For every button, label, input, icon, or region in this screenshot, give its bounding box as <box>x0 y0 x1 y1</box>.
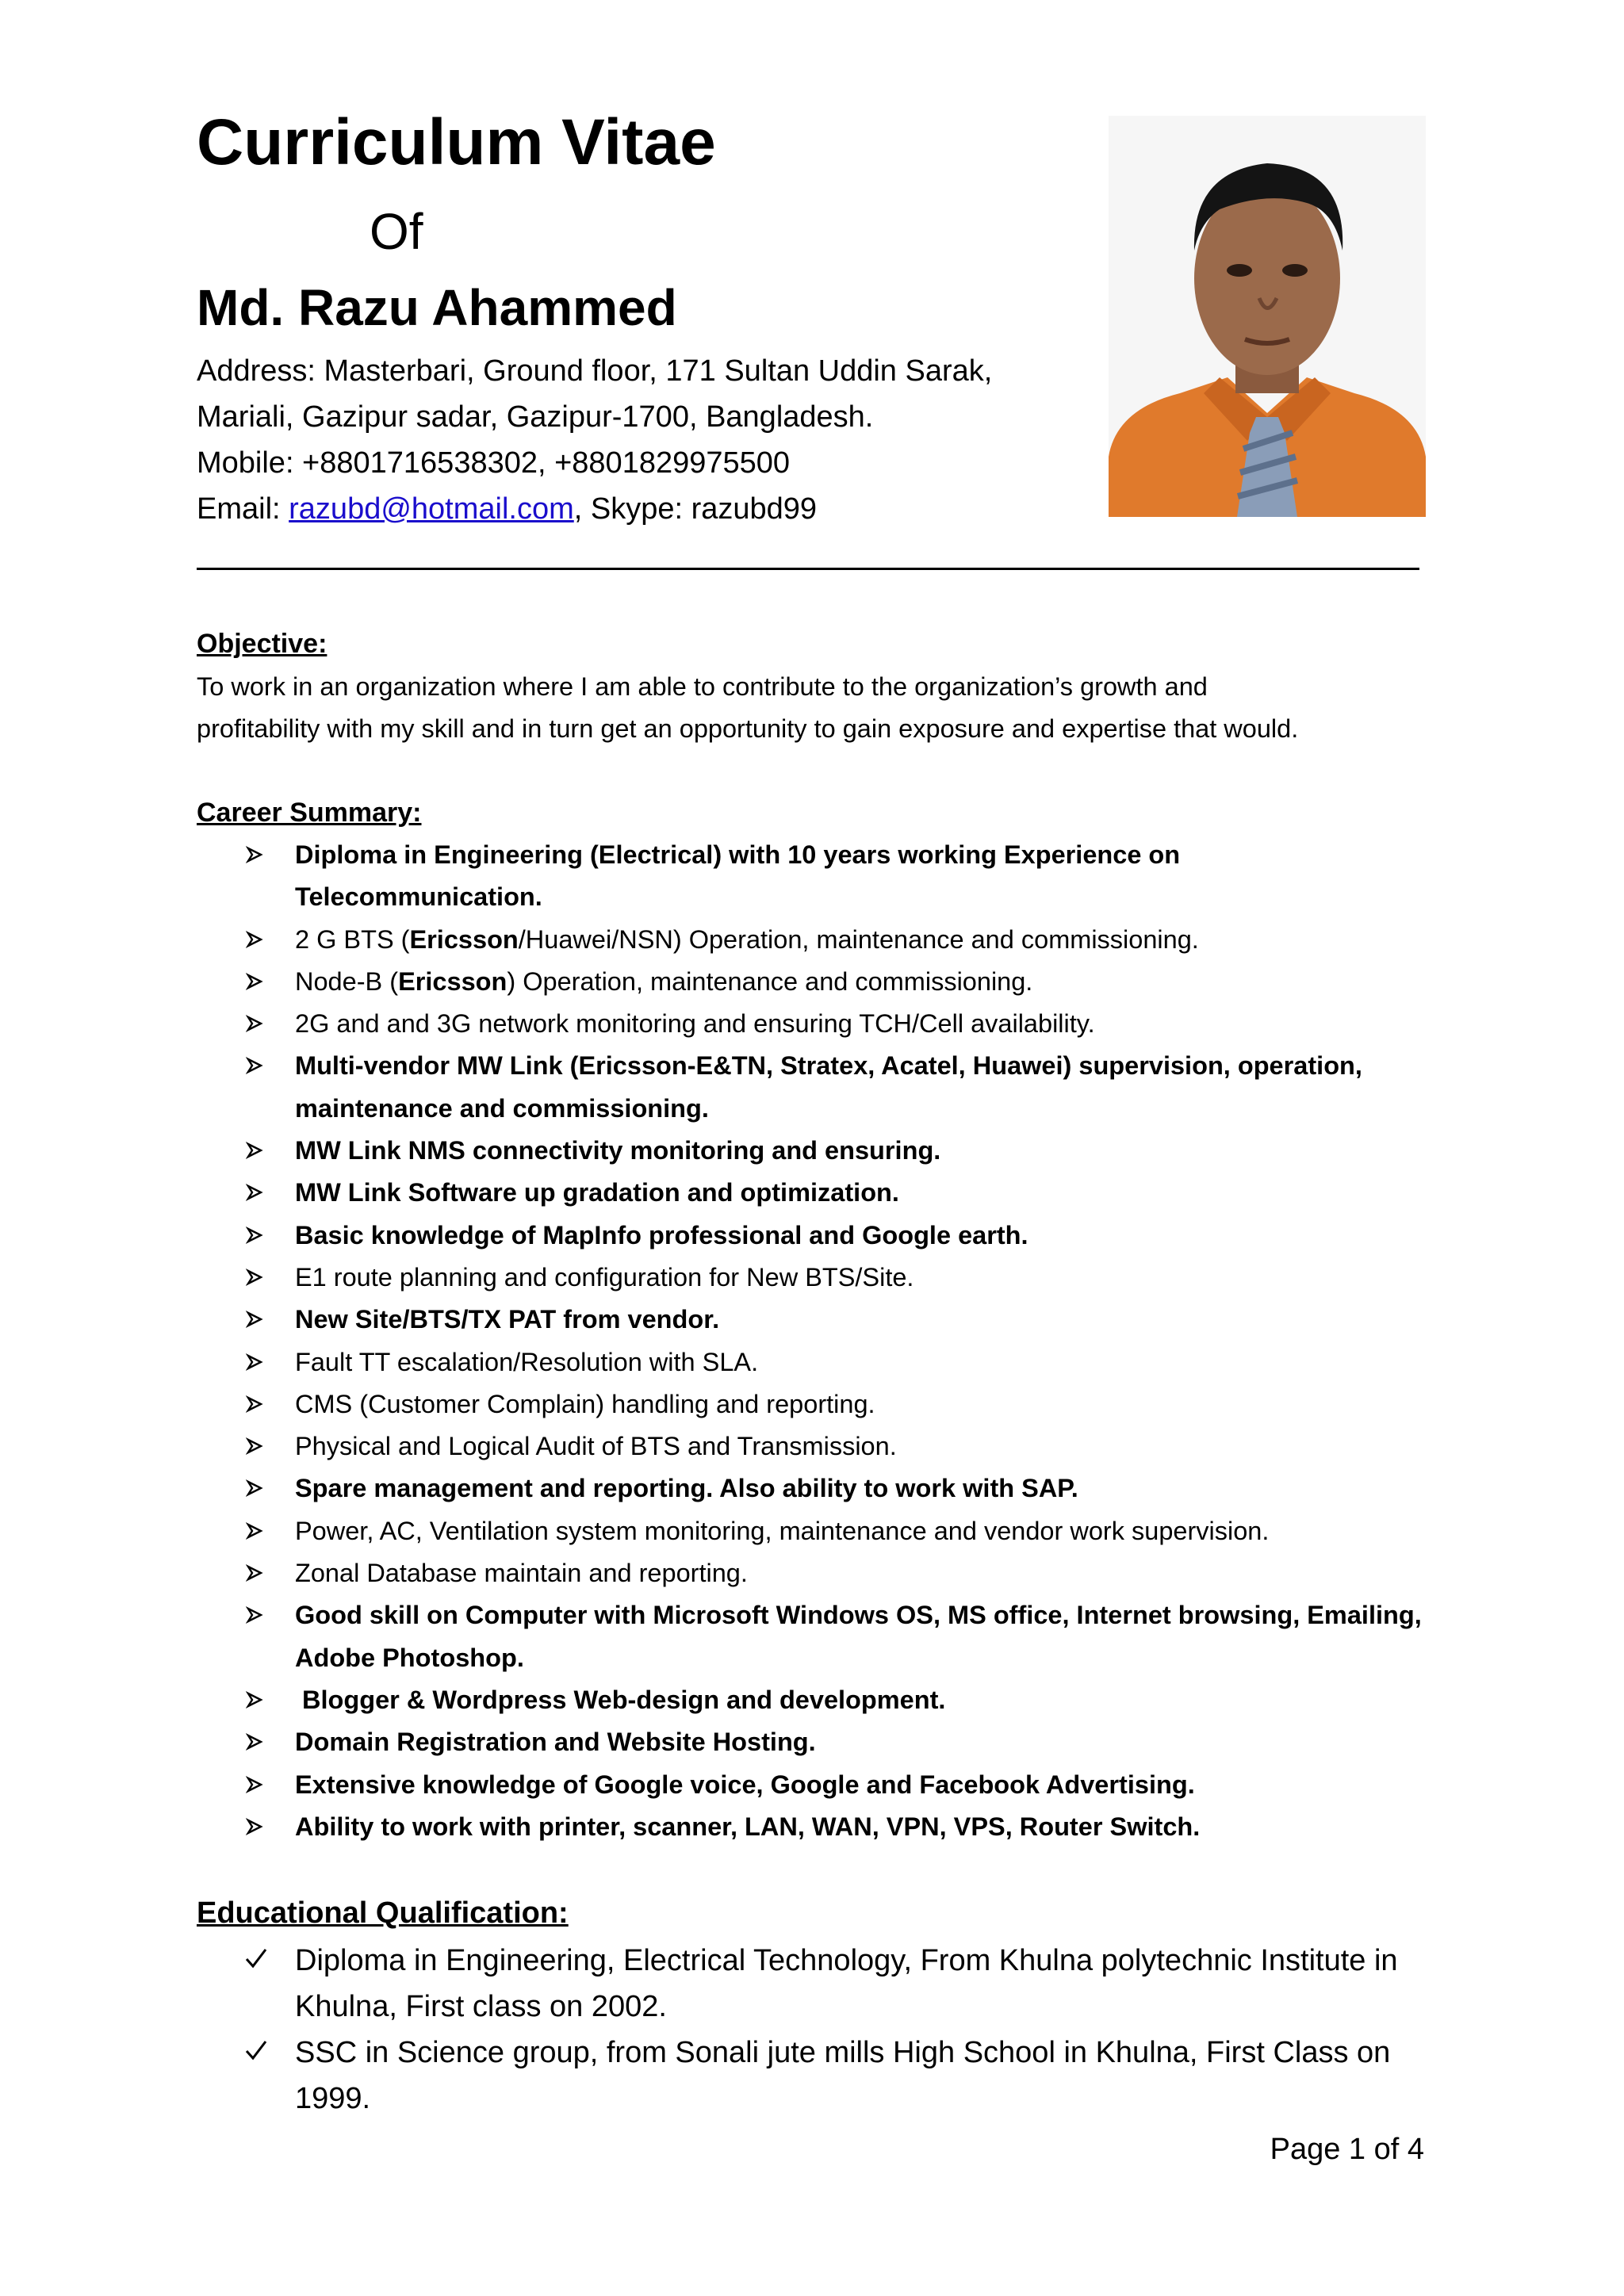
list-item-text: Diploma in Engineering, Electrical Technology, From Khulna polytechnic Institute in Khulna, First class on 2002. <box>295 1944 1398 2023</box>
address-line-1: Address: Masterbari, Ground floor, 171 Sultan Uddin Sarak, <box>197 354 993 388</box>
objective-line-1: To work in an organization where I am able to contribute to the organization’s growth and <box>197 672 1208 701</box>
list-item <box>197 834 1434 919</box>
arrow-bullet-icon <box>246 1341 265 1371</box>
list-item-text: Power, AC, Ventilation system monitoring, maintenance and vendor work supervision. <box>295 1516 1270 1545</box>
arrow-bullet-icon <box>246 1594 265 1624</box>
list-item-text: Multi-vendor MW Link (Ericsson-E&TN, Stratex, Acatel, Huawei) supervision, operation, maintenance and commissioning. <box>295 1051 1362 1123</box>
list-item-text-post: /Huawei/NSN) Operation, maintenance and commissioning. <box>518 924 1199 954</box>
candidate-name: Md. Razu Ahammed <box>197 279 677 336</box>
objective-line-2: profitability with my skill and in turn get an opportunity to gain exposure and expertise that would. <box>197 714 1299 743</box>
career-summary-list <box>197 834 1434 1848</box>
list-item-text-post: ) Operation, maintenance and commissioning. <box>507 966 1033 996</box>
objective-heading: Objective: <box>197 629 327 659</box>
arrow-bullet-icon <box>246 1130 265 1159</box>
list-item <box>197 1721 1434 1763</box>
list-item <box>197 1172 1434 1214</box>
list-item-text: Domain Registration and Website Hosting. <box>295 1728 816 1757</box>
email-label: Email: <box>197 492 289 526</box>
list-item-text: MW Link NMS connectivity monitoring and ensuring. <box>295 1136 941 1165</box>
address-line-2: Mariali, Gazipur sadar, Gazipur-1700, Bangladesh. <box>197 400 874 434</box>
list-item <box>197 1552 1434 1594</box>
arrow-bullet-icon <box>246 1510 265 1540</box>
list-item-text: Zonal Database maintain and reporting. <box>295 1559 748 1588</box>
list-item-text: Spare management and reporting. Also ability to work with SAP. <box>295 1474 1078 1503</box>
list-item-text: MW Link Software up gradation and optimization. <box>295 1178 899 1207</box>
arrow-bullet-icon <box>246 919 265 948</box>
list-item-text: Physical and Logical Audit of BTS and Transmission. <box>295 1432 897 1461</box>
list-item <box>197 1938 1434 2030</box>
page-number: Page 1 of 4 <box>1270 2133 1424 2166</box>
list-item-text: 2G and and 3G network monitoring and ensuring TCH/Cell availability. <box>295 1009 1095 1039</box>
list-item <box>197 1130 1434 1172</box>
list-item-text: Extensive knowledge of Google voice, Google and Facebook Advertising. <box>295 1770 1195 1799</box>
list-item-text-pre: 2 G BTS ( <box>295 924 410 954</box>
list-item-text: Blogger & Wordpress Web-design and development. <box>295 1685 946 1714</box>
list-item-text-strong: Ericsson <box>398 966 508 996</box>
list-item <box>197 1299 1434 1341</box>
list-item <box>197 1003 1434 1045</box>
list-item-text: New Site/BTS/TX PAT from vendor. <box>295 1305 720 1334</box>
list-item <box>197 1383 1434 1425</box>
arrow-bullet-icon <box>246 1425 265 1455</box>
list-item-text-pre: Node-B ( <box>295 966 399 996</box>
list-item-text: SSC in Science group, from Sonali jute mills High School in Khulna, First Class on 1999. <box>295 2036 1391 2115</box>
list-item <box>197 1806 1434 1848</box>
list-item-text: Basic knowledge of MapInfo professional and Google earth. <box>295 1220 1028 1249</box>
list-item-text: CMS (Customer Complain) handling and reporting. <box>295 1389 875 1418</box>
email-skype-line <box>197 490 817 528</box>
list-item <box>197 1679 1434 1721</box>
list-item <box>197 1510 1434 1552</box>
list-item-text-strong: Ericsson <box>409 924 519 954</box>
arrow-bullet-icon <box>246 1552 265 1582</box>
list-item <box>197 1045 1434 1130</box>
arrow-bullet-icon <box>246 1679 265 1709</box>
arrow-bullet-icon <box>246 1468 265 1497</box>
list-item <box>197 1468 1434 1510</box>
arrow-bullet-icon <box>246 1257 265 1286</box>
list-item <box>197 1425 1434 1468</box>
list-item-text: Ability to work with printer, scanner, LAN, WAN, VPN, VPS, Router Switch. <box>295 1812 1201 1841</box>
list-item <box>197 919 1434 961</box>
profile-photo <box>1109 116 1426 517</box>
email-link[interactable]: razubd@hotmail.com <box>289 492 574 526</box>
skype-text: , Skype: razubd99 <box>573 492 818 526</box>
list-item <box>197 1257 1434 1299</box>
mobile-numbers: Mobile: +8801716538302, +8801829975500 <box>197 446 791 480</box>
list-item <box>197 1764 1434 1806</box>
arrow-bullet-icon <box>246 961 265 990</box>
check-bullet-icon <box>244 1938 268 1969</box>
arrow-bullet-icon <box>246 834 265 863</box>
check-bullet-icon <box>244 2030 268 2061</box>
cv-title: Curriculum Vitae <box>197 106 716 178</box>
cv-title-of: Of <box>370 203 423 260</box>
header-divider <box>197 568 1419 570</box>
list-item-text: E1 route planning and configuration for New BTS/Site. <box>295 1262 914 1292</box>
education-list <box>197 1938 1434 2122</box>
arrow-bullet-icon <box>246 1215 265 1244</box>
list-item-text: Good skill on Computer with Microsoft Windows OS, MS office, Internet browsing, Emailing, Adobe Photoshop. <box>295 1601 1422 1672</box>
list-item <box>197 961 1434 1003</box>
list-item-text: Diploma in Engineering (Electrical) with 10 years working Experience on Telecommunication. <box>295 840 1181 912</box>
list-item <box>197 1341 1434 1383</box>
arrow-bullet-icon <box>246 1383 265 1413</box>
list-item <box>197 1215 1434 1257</box>
list-item <box>197 1594 1434 1679</box>
arrow-bullet-icon <box>246 1172 265 1201</box>
arrow-bullet-icon <box>246 1299 265 1328</box>
list-item-text: Fault TT escalation/Resolution with SLA. <box>295 1347 759 1376</box>
arrow-bullet-icon <box>246 1806 265 1835</box>
arrow-bullet-icon <box>246 1764 265 1793</box>
arrow-bullet-icon <box>246 1003 265 1032</box>
career-summary-heading: Career Summary: <box>197 798 422 828</box>
arrow-bullet-icon <box>246 1045 265 1074</box>
list-item <box>197 2030 1434 2122</box>
arrow-bullet-icon <box>246 1721 265 1751</box>
education-heading: Educational Qualification: <box>197 1896 569 1930</box>
